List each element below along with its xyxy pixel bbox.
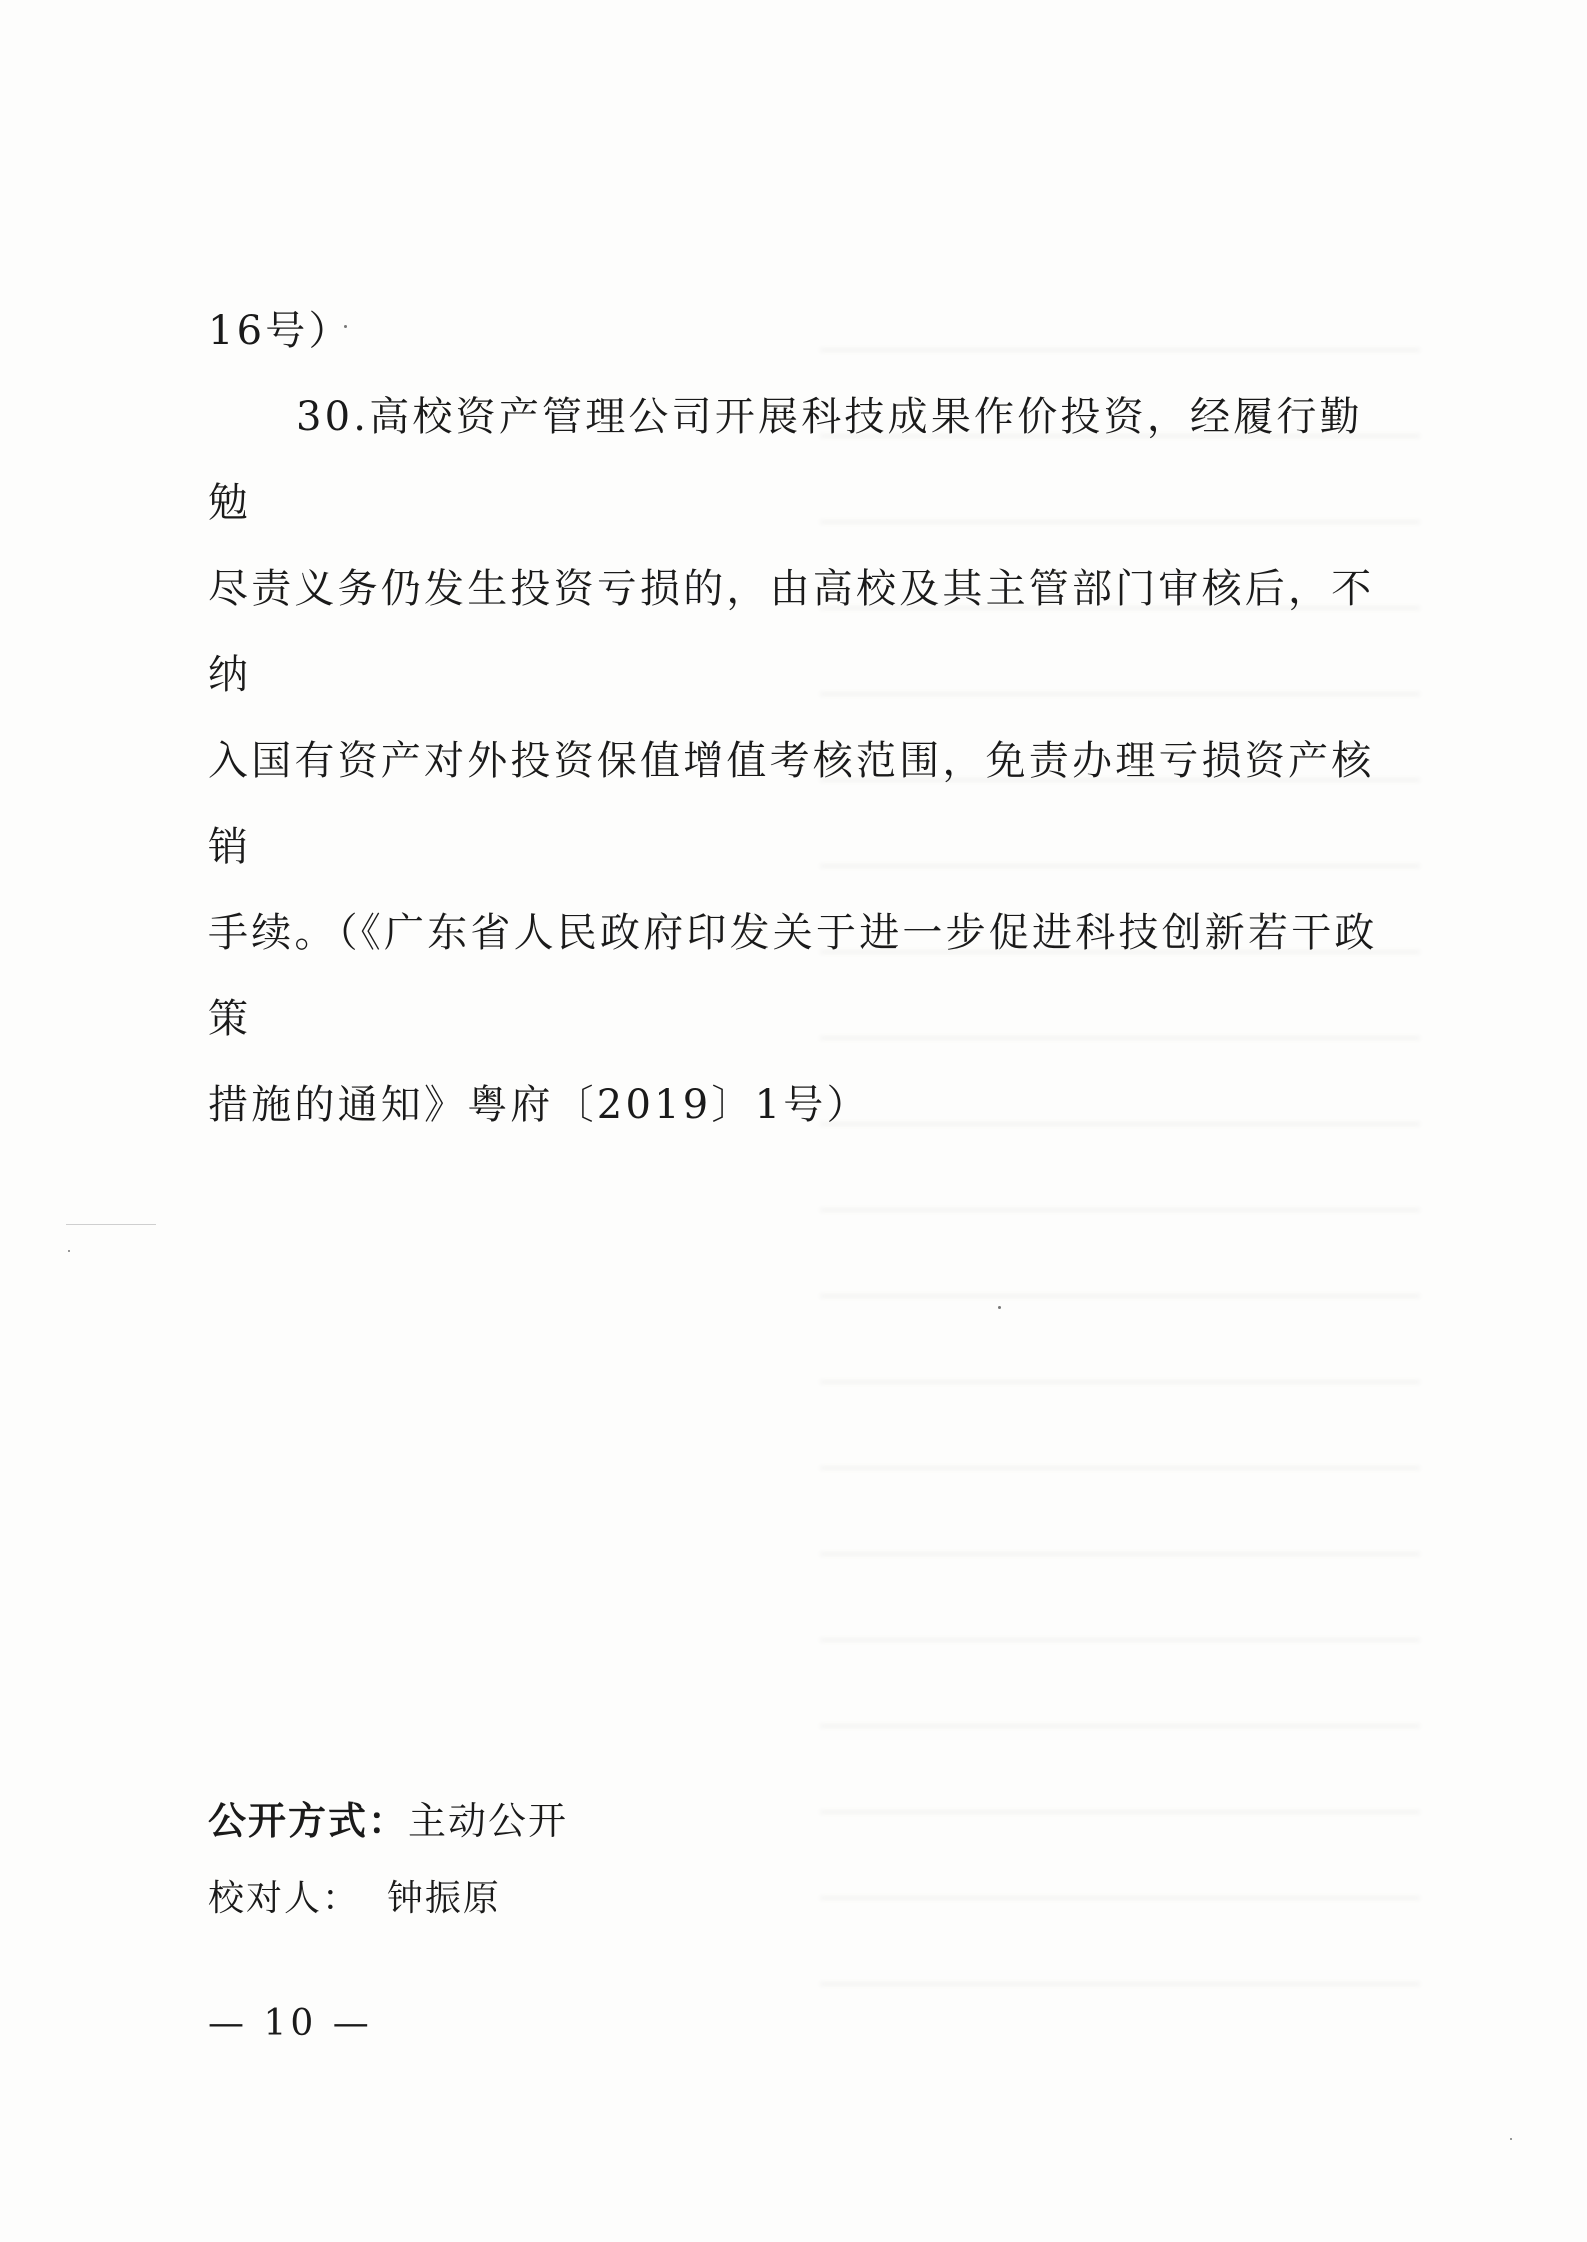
- scan-speck: [1510, 2138, 1512, 2140]
- continuation-line: 16号）: [208, 308, 352, 354]
- item-30-line-1: 30.高校资产管理公司开展科技成果作价投资，经履行勤勉: [208, 394, 1363, 526]
- disclosure-value: 主动公开: [408, 1799, 569, 1843]
- item-30-line-4: 手续。（《广东省人民政府印发关于进一步促进科技创新若干政策: [208, 910, 1378, 1042]
- scan-speck: [68, 1250, 70, 1252]
- item-30-line-5: 措施的通知》粤府〔2019〕1号）: [208, 1082, 870, 1128]
- page-number: — 10 —: [208, 2003, 373, 2044]
- scan-artifact-line: [66, 1224, 156, 1225]
- item-30-line-3: 入国有资产对外投资保值增值考核范围，免责办理亏损资产核销: [208, 738, 1375, 870]
- item-30-line-2: 尽责义务仍发生投资亏损的，由高校及其主管部门审核后，不纳: [208, 566, 1375, 698]
- scan-speck: [998, 1306, 1001, 1309]
- disclosure-method: [208, 1790, 568, 1845]
- disclosure-label: 公开方式：: [208, 1799, 409, 1843]
- document-body: [208, 288, 1393, 1148]
- proofreader: 校对人： 钟振原: [208, 1878, 501, 1919]
